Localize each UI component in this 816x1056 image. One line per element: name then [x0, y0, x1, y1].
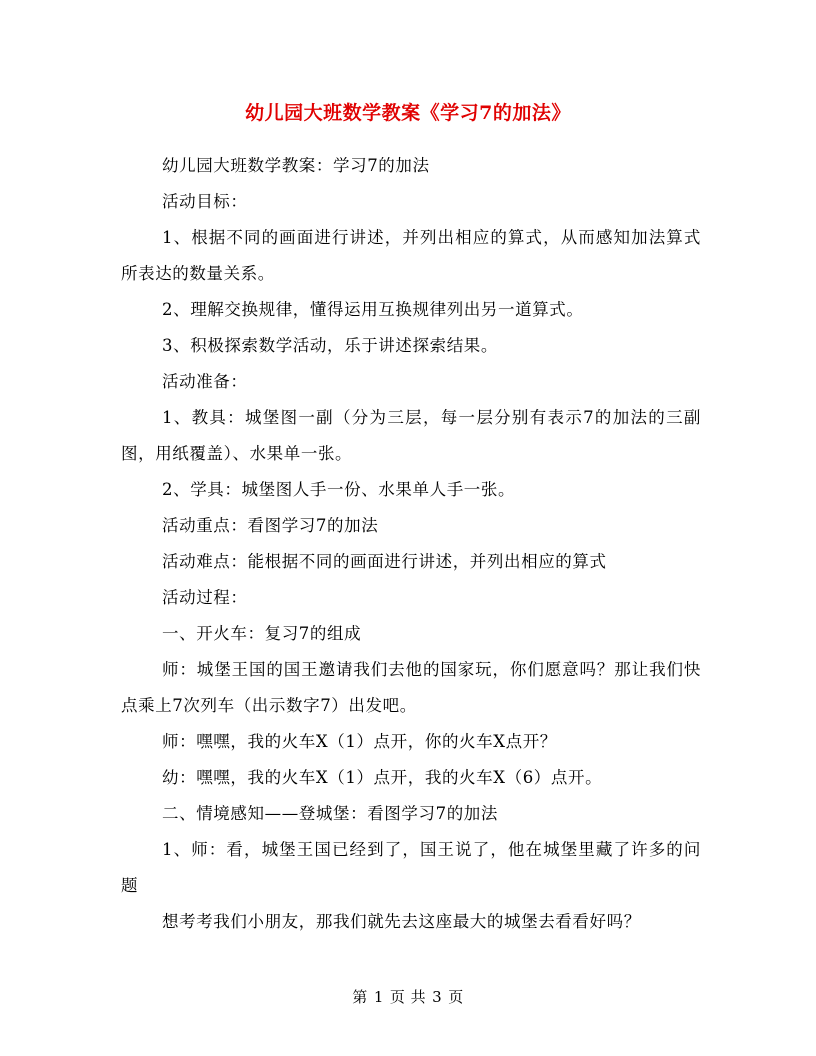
paragraph-prep-2: 2、学具：城堡图人手一份、水果单人手一张。: [162, 480, 516, 499]
paragraph-goals-heading: 活动目标：: [162, 192, 248, 211]
paragraph-prep-1: 1、教具：城堡图一副（分为三层，每一层分别有表示7的加法的三副图，用纸覆盖）、水果单一张。: [121, 408, 701, 463]
document-title: 幼儿园大班数学教案《学习7的加法》: [245, 102, 571, 124]
document-body: [121, 148, 701, 940]
paragraph-teacher-3: 1、师：看，城堡王国已经到了，国王说了，他在城堡里藏了许多的问题: [121, 840, 701, 895]
footer-middle: 页 共: [389, 988, 427, 1006]
paragraph-subtitle: 幼儿园大班数学教案：学习7的加法: [162, 156, 430, 175]
paragraph-key-point: 活动重点：看图学习7的加法: [162, 516, 379, 535]
paragraph-step-2: 二、情境感知——登城堡：看图学习7的加法: [162, 804, 498, 823]
footer-page-number: 1: [373, 988, 384, 1006]
paragraph-goal-2: 2、理解交换规律，懂得运用互换规律列出另一道算式。: [162, 300, 584, 319]
paragraph-difficulty: 活动难点：能根据不同的画面进行讲述，并列出相应的算式: [162, 552, 607, 571]
paragraph-teacher-4: 想考考我们小朋友，那我们就先去这座最大的城堡去看看好吗？: [162, 912, 641, 931]
footer-suffix: 页: [448, 988, 464, 1006]
paragraph-child-1: 幼：嘿嘿，我的火车X（1）点开，我的火车X（6）点开。: [162, 768, 603, 787]
paragraph-process-heading: 活动过程：: [162, 588, 248, 607]
paragraph-teacher-1: 师：城堡王国的国王邀请我们去他的国家玩，你们愿意吗？那让我们快点乘上7次列车（出示数字7）出发吧。: [121, 660, 701, 715]
page-footer: [0, 986, 816, 1007]
footer-total-pages: 3: [432, 988, 443, 1006]
paragraph-prep-heading: 活动准备：: [162, 372, 248, 391]
paragraph-teacher-2: 师：嘿嘿，我的火车X（1）点开，你的火车X点开？: [162, 732, 557, 751]
paragraph-goal-1: 1、根据不同的画面进行讲述，并列出相应的算式，从而感知加法算式所表达的数量关系。: [121, 228, 701, 283]
footer-prefix: 第: [352, 988, 368, 1006]
paragraph-step-1: 一、开火车：复习7的组成: [162, 624, 362, 643]
paragraph-goal-3: 3、积极探索数学活动，乐于讲述探索结果。: [162, 336, 498, 355]
